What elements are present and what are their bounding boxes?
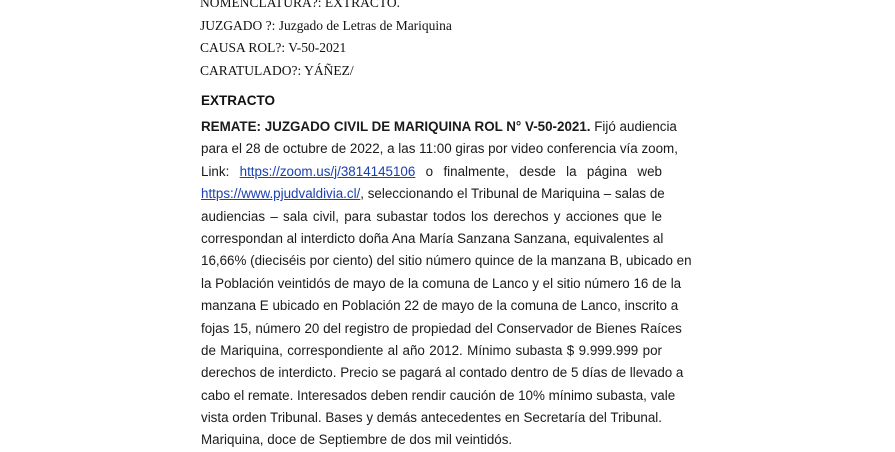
case-header	[200, 0, 452, 82]
extracto-body	[201, 116, 692, 452]
body-line-8: la Población veintidós de mayo de la comuna de Lanco y el sitio número 16 de la	[201, 275, 682, 291]
caratulado-line: CARATULADO?: YÁÑEZ/	[200, 62, 354, 78]
body-line-2: para el 28 de octubre de 2022, a las 11:00 giras por video conferencia vía zoom,	[201, 141, 678, 157]
body-line-1	[201, 116, 677, 138]
remate-heading: REMATE: JUZGADO CIVIL DE MARIQUINA ROL N° V-50-2021.	[201, 119, 591, 134]
zoom-link[interactable]: https://zoom.us/j/3814145106	[239, 163, 416, 179]
body-line-12: derechos de interdicto. Precio se pagará al contado dentro de 5 días de llevado a	[201, 365, 684, 381]
body-line-11: de Mariquina, correspondiente al año 2012. Mínimo subasta $ 9.999.999 por	[201, 342, 662, 358]
body-line-13: cabo el remate. Interesados deben rendir caución de 10% mínimo subasta, vale	[201, 387, 676, 403]
body-line-14: vista orden Tribunal. Bases y demás antecedentes en Secretaría del Tribunal.	[201, 410, 662, 426]
body-line-9: manzana E ubicado en Población 22 de mayo de la comuna de Lanco, inscrito a	[201, 298, 679, 314]
body-line-5: audiencias – sala civil, para subastar todos los derechos y acciones que le	[201, 208, 662, 224]
body-line-7: 16,66% (dieciséis por ciento) del sitio número quince de la manzana B, ubicado en	[201, 253, 692, 269]
pjud-link[interactable]: https://www.pjudvaldivia.cl/	[201, 186, 361, 202]
nomenclatura-line: NOMENCLATURA?: EXTRACTO.	[200, 0, 400, 10]
extracto-title: EXTRACTO	[201, 93, 276, 108]
link-label: Link:	[201, 163, 230, 179]
body-line-6: correspondan al interdicto doña Ana María Sanzana Sanzana, equivalentes al	[201, 230, 664, 246]
body-text-segment: o finalmente, desde la página web	[425, 163, 662, 179]
body-line-15: Mariquina, doce de Septiembre de dos mil veintidós.	[201, 432, 513, 448]
body-text-segment: , seleccionando el Tribunal de Mariquina – salas de	[360, 186, 665, 202]
body-line-3	[201, 161, 662, 183]
body-text-segment: Fijó audiencia	[590, 119, 677, 134]
body-line-4	[201, 183, 665, 205]
body-line-10: fojas 15, número 20 del registro de propiedad del Conservador de Bienes Raíces	[201, 320, 682, 336]
juzgado-line: JUZGADO ?: Juzgado de Letras de Mariquina	[200, 17, 452, 33]
causa-rol-line: CAUSA ROL?: V-50-2021	[200, 40, 347, 55]
